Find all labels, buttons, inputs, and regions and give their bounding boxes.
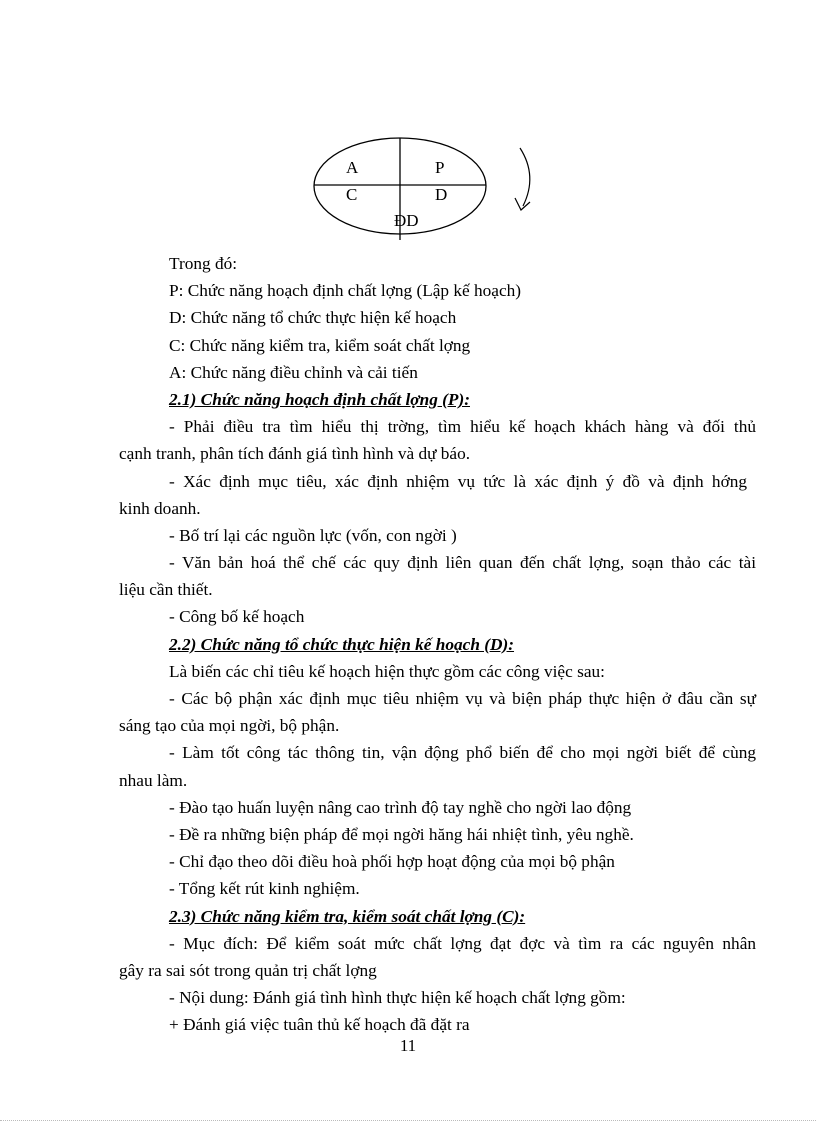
quadrant-label-d: D xyxy=(435,185,448,204)
quadrant-label-c: C xyxy=(346,185,358,204)
definition-a: A: Chức năng điều chỉnh và cải tiến xyxy=(169,362,418,382)
paragraph-line: - Chỉ đạo theo dõi điều hoà phối hợp hoạt động của mọi bộ phận xyxy=(169,852,615,872)
paragraph-line: - Tổng kết rút kinh nghiệm. xyxy=(169,879,360,899)
paragraph-line: - Mục đích: Để kiểm soát mức chất lợng đạt đợc và tìm ra các nguyên nhân xyxy=(169,933,756,953)
paragraph-line: kinh doanh. xyxy=(119,498,201,518)
intro-title: Trong đó: xyxy=(169,254,238,273)
paragraph-line: Là biến các chỉ tiêu kế hoạch hiện thực gồm các công việc sau: xyxy=(169,661,605,681)
paragraph-line: + Đánh giá việc tuân thủ kế hoạch đã đặt ra xyxy=(169,1015,470,1035)
page-number: 11 xyxy=(399,1036,417,1055)
paragraph-line: liệu cần thiết. xyxy=(119,580,213,600)
bottom-label: ĐD xyxy=(394,211,419,230)
paragraph-line: - Đề ra những biện pháp để mọi ngời hăng hái nhiệt tình, yêu nghề. xyxy=(169,824,634,844)
section-2-2-heading: 2.2) Chức năng tổ chức thực hiện kế hoạch (D): xyxy=(169,634,515,654)
quadrant-label-p: P xyxy=(435,158,445,177)
definition-p: P: Chức năng hoạch định chất lợng (Lập kế hoạch) xyxy=(169,281,522,301)
paragraph-line: - Văn bản hoá thể chế các quy định liên quan đến chất lợng, soạn thảo các tài xyxy=(169,553,756,573)
paragraph-line: cạnh tranh, phân tích đánh giá tình hình và dự báo. xyxy=(119,444,471,464)
paragraph-line: - Xác định mục tiêu, xác định nhiệm vụ tức là xác định ý đồ và định hớng xyxy=(169,471,747,491)
section-2-1-heading: 2.1) Chức năng hoạch định chất lợng (P): xyxy=(169,389,470,409)
paragraph-line: - Làm tốt công tác thông tin, vận động phổ biến để cho mọi ngời biết để cùng xyxy=(169,743,756,763)
rotation-arrow-icon xyxy=(520,148,530,206)
paragraph-line: - Nội dung: Đánh giá tình hình thực hiện kế hoạch chất lợng gồm: xyxy=(169,988,626,1008)
paragraph-line: - Bố trí lại các nguồn lực (vốn, con ngời ) xyxy=(169,525,457,545)
paragraph-line: nhau làm. xyxy=(119,770,188,790)
quadrant-label-a: A xyxy=(346,158,359,177)
paragraph-line: - Phải điều tra tìm hiểu thị trờng, tìm hiểu kế hoạch khách hàng và đối thủ xyxy=(169,417,756,437)
page-bottom-divider xyxy=(0,1120,816,1121)
pdca-cycle-diagram xyxy=(312,136,552,246)
document-body xyxy=(119,250,756,1038)
rotation-arrowhead-icon xyxy=(515,198,530,210)
paragraph-line: - Công bố kế hoạch xyxy=(169,607,305,627)
definition-c: C: Chức năng kiểm tra, kiểm soát chất lợng xyxy=(169,335,471,355)
paragraph-line: - Đào tạo huấn luyện nâng cao trình độ tay nghề cho ngời lao động xyxy=(169,797,632,817)
section-2-3-heading: 2.3) Chức năng kiểm tra, kiểm soát chất lợng (C): xyxy=(169,906,526,926)
paragraph-line: sáng tạo của mọi ngời, bộ phận. xyxy=(119,716,340,736)
paragraph-line: - Các bộ phận xác định mục tiêu nhiệm vụ và biện pháp thực hiện ở đâu cần sự xyxy=(169,689,756,708)
paragraph-line: gây ra sai sót trong quản trị chất lợng xyxy=(119,960,377,980)
definition-d: D: Chức năng tổ chức thực hiện kế hoạch xyxy=(169,308,457,328)
